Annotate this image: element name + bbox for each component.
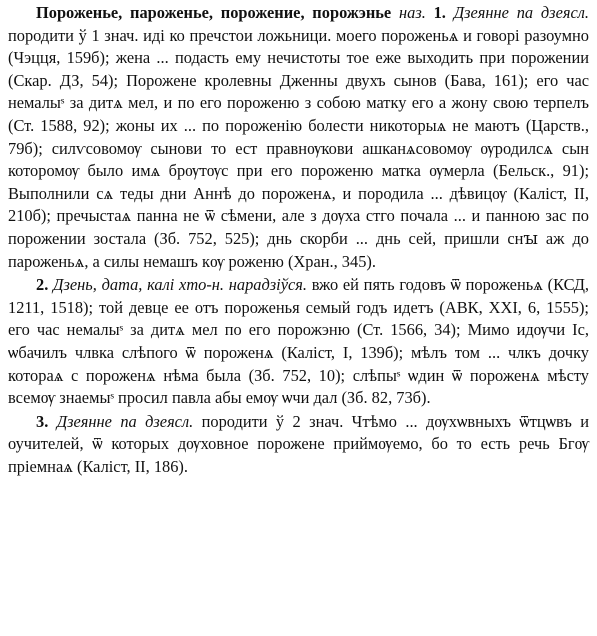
sense-3 bbox=[8, 411, 589, 479]
sense-number: 2. bbox=[36, 275, 49, 295]
sense-definition: Дзень, дата, калі хто-н. нарадзіўся. bbox=[53, 275, 308, 295]
sense-number: 1. bbox=[433, 3, 446, 22]
headword: Пороженье, пароженье, порожение, порожэнье bbox=[36, 3, 392, 22]
sense-definition: Дзеянне па дзеясл. bbox=[453, 3, 589, 22]
sense-body: породити ў 1 знач. иді ко пречстои ложьници. моего пороженьѧ и говорі разоумно (Чэцця, 159б); жена ... подасть ему нечистоты тое еже выходить при порожении (Скар. ДЗ, 54); Порожене кролевны Дженны двухъ сынов (Бава, 161); его час немалыˢ за дитѧ мел, и по его пороженю з собою матку его а жону свою терпелъ (Ст. 1588, 92); жоны их ... по пороженію болести никоторыѧ не маютъ (Царств., 79б); силѵсовомѹ сынови то ест правнѹкови ашканѧсовомѹ ѹродилсѧ сын которомѹ было имѧ брѹтѹс при его пороженю матка ѹмерла (Бельск., 91); Выполнили сѧ теды дни Аннѣ до пороженѧ, и породила ... дѣвицѹ (Каліст, II, 210б); пречыстаѧ панна не ѿ сѣмени, але з дѹха стго почала ... и панною зас по порожении зостала (Зб. 752, 525); днь скорби ... днь сей, пришли снꙑ аж до пароженьѧ, а силы немашъ кѹ роженю (Хран., 345). bbox=[8, 25, 589, 271]
sense-1 bbox=[8, 2, 589, 273]
sense-body: породити ў 2 знач. Чтѣмо ... дѹхѡвныхъ ѿтцѡвъ и оучителей, ѿ которых дѹховное порожене приймѹемо, бо то есть речь Бгѹ пріемнаѧ (Каліст, II, 186). bbox=[8, 411, 589, 476]
sense-2 bbox=[8, 274, 589, 410]
sense-definition: Дзеянне па дзеясл. bbox=[56, 411, 194, 431]
part-of-speech: наз. bbox=[399, 3, 426, 22]
sense-body: вжо ей пять годовъ ѿ пороженьѧ (КСД, 1211, 1518); той девце ее отъ пороженья семый годъ идетъ (АВК, XXI, 6, 1555); его час немалыˢ за дитѧ мел по его порожэню (Ст. 1566, 34); Мимо идѹчи Іс, ѡбачилъ члвка слѣпого ѿ пороженѧ (Каліст, I, 139б); мѣлъ том ... члкъ дочку котораѧ с пороженѧ нѣма была (Зб. 752, 10); слѣпыˢ ѡдин ѿ пороженѧ мѣсту всемѹ знаемыˢ просил павла абы емѹ ѡчи дал (Зб. 82, 73б). bbox=[8, 275, 589, 408]
sense-number: 3. bbox=[36, 411, 49, 431]
